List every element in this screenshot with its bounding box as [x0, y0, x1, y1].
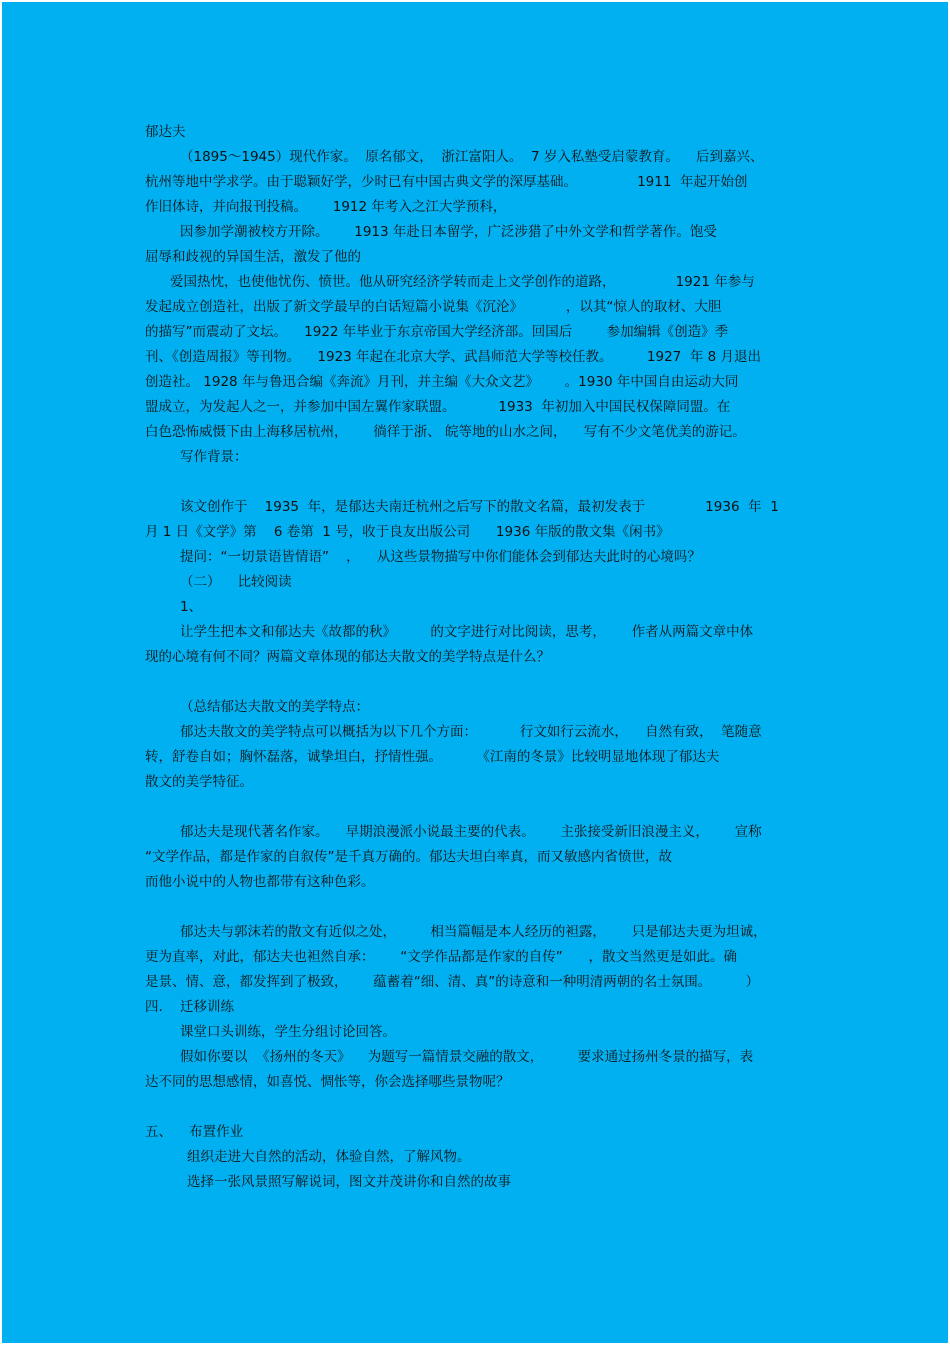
- bio-paragraph-line: 白色恐怖威慑下由上海移居杭州， 徜徉于浙、 皖等地的山水之间， 写有不少文笔优美的游记。: [145, 424, 746, 440]
- summary-paragraph-line: 郁达夫散文的美学特点可以概括为以下几个方面： 行文如行云流水， 自然有致， 笔随意: [180, 724, 762, 740]
- bio-paragraph-line: 创造社。 1928 年与鲁迅合编《奔流》月刊，并主编《大众文艺》 。1930 年中国自由运动大同: [145, 374, 739, 390]
- bio-paragraph-line: 因参加学潮被校方开除。 1913 年赴日本留学，广泛涉猎了中外文学和哲学著作。饱受: [180, 224, 717, 240]
- bio-paragraph-line: 作旧体诗，并向报刊投稿。 1912 年考入之江大学预科，: [145, 199, 507, 215]
- task-paragraph-line: 现的心境有何不同？两篇文章体现的郁达夫散文的美学特点是什么？: [145, 649, 550, 665]
- background-paragraph-line: 月 1 日《文学》第 6 卷第 1 号，收于良友出版公司 1936 年版的散文集《闲书》: [145, 524, 670, 540]
- comparison-paragraph-line: 郁达夫与郭沫若的散文有近似之处， 相当篇幅是本人经历的袒露， 只是郁达夫更为坦诚，: [180, 924, 767, 940]
- summary-heading: （总结郁达夫散文的美学特点：: [180, 699, 369, 715]
- homework-item: 组织走进大自然的活动，体验自然，了解风物。: [187, 1149, 471, 1165]
- training-paragraph-line: 课堂口头训练，学生分组讨论回答。: [180, 1024, 396, 1040]
- background-paragraph-line: 该文创作于 1935 年，是郁达夫南迁杭州之后写下的散文名篇，最初发表于 1936 年 1: [180, 499, 779, 515]
- training-paragraph-line: 假如你要以 《扬州的冬天》 为题写一篇情景交融的散文， 要求通过扬州冬景的描写，表: [180, 1049, 754, 1065]
- style-paragraph-line: 而他小说中的人物也都带有这种色彩。: [145, 874, 375, 890]
- bio-paragraph-line: 爱国热忱，也使他忧伤、愤世。他从研究经济学转而走上文学创作的道路， 1921 年参与: [170, 274, 755, 290]
- training-paragraph-line: 达不同的思想感情，如喜悦、惆怅等，你会选择哪些景物呢？: [145, 1074, 510, 1090]
- summary-paragraph-line: 散文的美学特征。: [145, 774, 253, 790]
- section-heading-transfer-training: 四. 迁移训练: [145, 999, 234, 1015]
- document-body: [145, 120, 810, 1195]
- bio-paragraph-line: 刊、《创造周报》等刊物。 1923 年起在北京大学、武昌师范大学等校任教。 1927 年 8 月退出: [145, 349, 762, 365]
- section-heading-comparative-reading: （二） 比较阅读: [180, 574, 292, 590]
- document-page: [2, 2, 948, 1343]
- bio-paragraph-line: （1895～1945）现代作家。 原名郁文， 浙江富阳人。 7 岁入私塾受启蒙教育。 后到嘉兴、: [180, 149, 764, 165]
- question-line: 提问：“一切景语皆情语” ， 从这些景物描写中你们能体会到郁达夫此时的心境吗？: [180, 549, 701, 565]
- bio-paragraph-line: 杭州等地中学求学。由于聪颖好学，少时已有中国古典文学的深厚基础。 1911 年起开始创: [145, 174, 748, 190]
- section-heading-homework: 五、 布置作业: [145, 1124, 244, 1140]
- author-heading: 郁达夫: [145, 124, 186, 140]
- homework-item: 选择一张风景照写解说词，图文并茂讲你和自然的故事: [187, 1174, 511, 1190]
- bio-paragraph-line: 屈辱和歧视的异国生活，激发了他的: [145, 249, 361, 265]
- bio-paragraph-line: 发起成立创造社，出版了新文学最早的白话短篇小说集《沉沦》 ，以其“惊人的取材、大胆: [145, 299, 722, 315]
- list-number: 1、: [180, 599, 203, 615]
- bio-paragraph-line: 盟成立，为发起人之一，并参加中国左翼作家联盟。 1933 年初加入中国民权保障同盟。在: [145, 399, 731, 415]
- task-paragraph-line: 让学生把本文和郁达夫《故都的秋》 的文字进行对比阅读，思考， 作者从两篇文章中体: [180, 624, 754, 640]
- bio-paragraph-line: 的描写”而震动了文坛。 1922 年毕业于东京帝国大学经济部。回国后 参加编辑《创造》季: [145, 324, 729, 340]
- background-heading: 写作背景：: [180, 449, 248, 465]
- comparison-paragraph-line: 更为直率，对此，郁达夫也袒然自承： “文学作品都是作家的自传” ，散文当然更是如此。确: [145, 949, 737, 965]
- style-paragraph-line: “文学作品，都是作家的自叙传”是千真万确的。郁达夫坦白率真，而又敏感内省愤世，故: [145, 849, 672, 865]
- summary-paragraph-line: 转，舒卷自如；胸怀磊落，诚挚坦白，抒情性强。 《江南的冬景》比较明显地体现了郁达夫: [145, 749, 720, 765]
- comparison-paragraph-line: 是景、情、意，都发挥到了极致， 蕴蓄着“细、清、真”的诗意和一种明清两朝的名士氛围。 ）: [145, 974, 760, 990]
- style-paragraph-line: 郁达夫是现代著名作家。 早期浪漫派小说最主要的代表。 主张接受新旧浪漫主义， 宣称: [180, 824, 762, 840]
